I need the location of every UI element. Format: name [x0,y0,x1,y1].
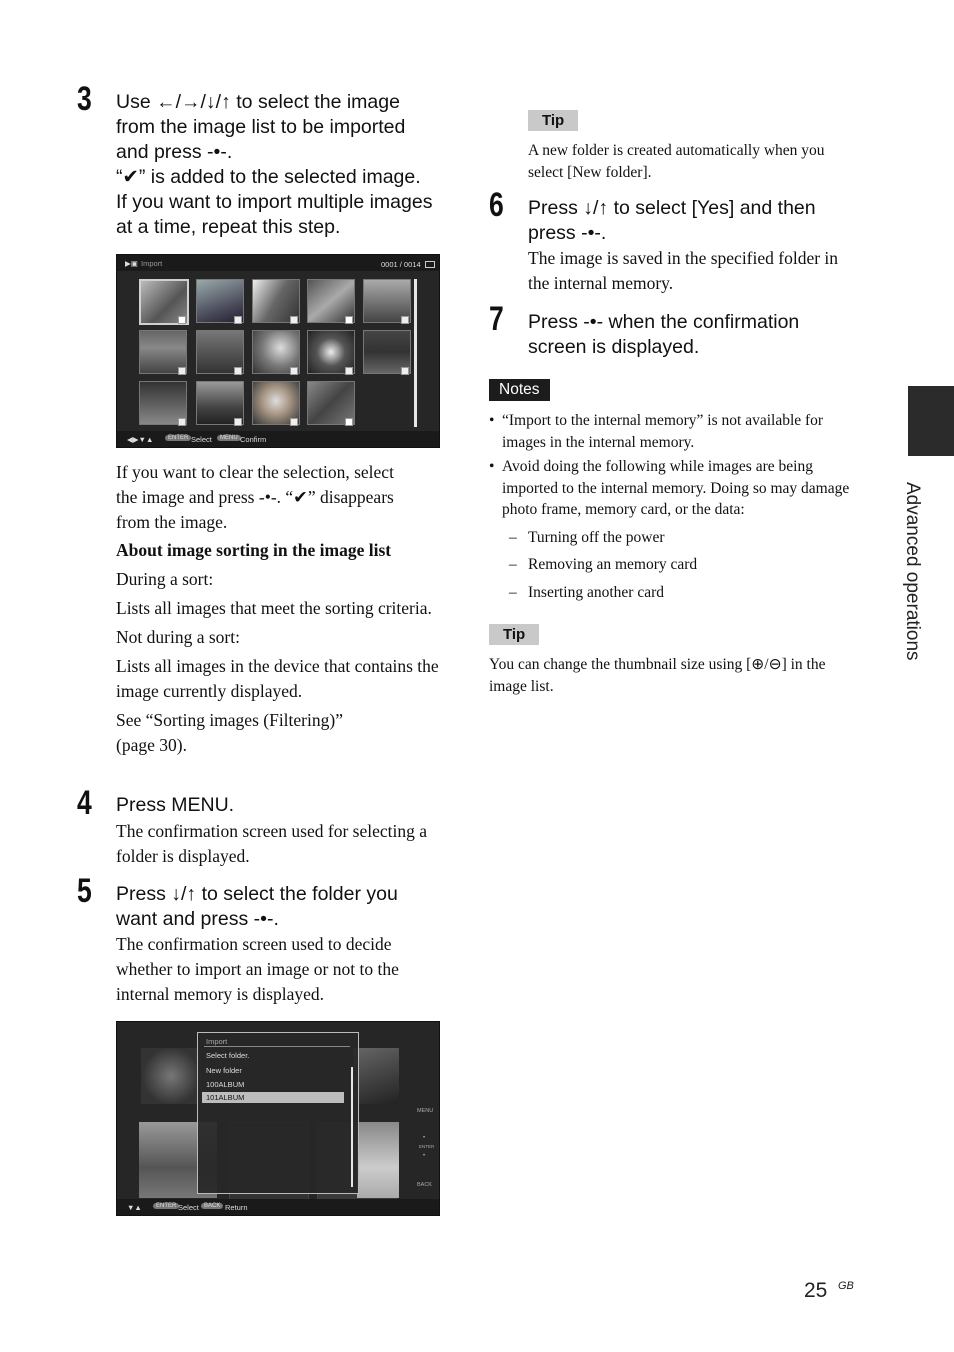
scrollbar[interactable] [414,279,417,427]
back-key-badge: BACK [201,1203,223,1209]
sort-title: About image sorting in the image list [116,540,392,560]
step-5-number: 5 [77,872,92,910]
step-7-heading [528,310,858,360]
checkbox[interactable] [234,316,242,324]
note-subitem-text: Inserting another card [528,583,664,601]
enter-key-badge: ENTER [165,435,191,441]
clear-selection-line: the image and press -•-. “✔” disappears [116,487,394,507]
tip-text: You can change the thumbnail size using [⊕/⊖] in the image list. [489,656,826,695]
import-image-list-screen [116,254,440,448]
tip-text: A new folder is created automatically when you select [New folder]. [528,142,825,181]
checkbox[interactable] [178,418,186,426]
checkbox[interactable] [290,316,298,324]
sort-lines [116,567,446,758]
note-subitem-text: Removing an memory card [528,556,698,573]
step-7-line: screen is displayed. [528,336,700,358]
side-enter-label: ENTER [419,1144,435,1149]
step-7-number: 7 [489,300,504,338]
step-3-number: 3 [77,80,92,118]
note-item-text: Avoid doing the following while images are being imported to the internal memory. Doing so may damage photo frame, memory card, or the data: [502,458,850,518]
folder-option-100album[interactable]: 100ALBUM [206,1080,245,1089]
section-tab [908,386,954,456]
checkbox[interactable] [178,367,186,375]
step-4-body: The confirmation screen used for selecting a folder is displayed. [116,821,427,866]
footer-confirm-label: Confirm [240,435,267,444]
checkmark-icon [178,316,186,324]
bullet-icon: • [489,412,495,429]
step-6-number: 6 [489,186,504,224]
tip-label: Tip [528,110,578,131]
step-3-line: and press -•-. [116,141,233,163]
sort-line: During a sort: [116,569,214,589]
step-3-line: from the image list to be imported [116,116,406,138]
footer-return-label: Return [225,1203,248,1212]
scrollbar[interactable] [351,1067,353,1187]
step-6-line: Press ↓/↑ to select [Yes] and then [528,197,816,219]
checkmark-icon [345,316,353,324]
folder-option-new[interactable]: New folder [206,1066,242,1075]
notes-list [489,410,859,603]
menu-key-badge: MENU [217,435,241,441]
step-6-heading [528,196,858,246]
image-counter: 0001 / 0014 [381,260,421,269]
checkbox[interactable] [234,367,242,375]
step-3-line: Use ←/→/↓/↑ to select the image [116,91,400,113]
sort-line: Not during a sort: [116,627,240,647]
clear-selection-line: from the image. [116,512,228,532]
folder-option-101album[interactable]: 101ALBUM [202,1092,344,1103]
step-7-line: Press -•- when the confirmation [528,311,800,333]
checkbox[interactable] [401,367,409,375]
dialog-title: Import [206,1037,228,1046]
step-6-body: The image is saved in the specified folder in the internal memory. [528,248,839,293]
step-5-heading [116,882,456,932]
step-3-line: If you want to import multiple images [116,191,433,213]
section-label: Advanced operations [902,482,923,661]
note-subitem [509,527,859,549]
select-folder-screen [116,1021,440,1216]
step-3-line: at a time, repeat this step. [116,216,341,238]
step-3-heading [116,90,461,240]
page-suffix: GB [838,1280,854,1292]
sort-line: Lists all images that meet the sorting criteria. [116,598,432,618]
side-menu-label: MENU [417,1108,434,1114]
step-5-line: Press ↓/↑ to select the folder you [116,883,398,905]
bullet-icon: • [489,458,495,475]
checkbox[interactable] [234,418,242,426]
step-4-number: 4 [77,784,92,822]
step-5-line: want and press -•-. [116,908,279,930]
step-3-line: “✔” is added to the selected image. [116,166,421,188]
sort-line: See “Sorting images (Filtering)” (page 30). [116,710,343,755]
sort-line: Lists all images in the device that contains the image currently displayed. [116,656,439,701]
screen-title: Import [141,259,163,268]
up-down-arrows-icon: ▼▲ [127,1203,142,1212]
dash-icon: – [509,583,517,601]
select-folder-prompt: Select folder. [206,1051,250,1060]
nav-arrows-icon: ◀▶▼▲ [127,435,154,444]
page-number: 25 [804,1279,828,1302]
checkbox[interactable] [290,418,298,426]
checkbox[interactable] [290,367,298,375]
down-arrow-icon: • [423,1153,426,1159]
note-subitems [489,527,859,604]
note-item-text: “Import to the internal memory” is not available for images in the internal memory. [502,412,824,451]
clear-selection-text [116,460,446,535]
dash-icon: – [509,528,517,546]
dash-icon: – [509,556,517,573]
import-icon: ▶▣ [125,259,138,268]
memory-card-icon [425,261,435,268]
clear-selection-line: If you want to clear the selection, select [116,462,394,482]
footer-select-label: Select [178,1203,199,1212]
checkmark-icon [345,418,353,426]
note-subitem [509,554,859,576]
checkbox[interactable] [345,367,353,375]
up-arrow-icon: • [423,1135,426,1141]
note-subitem-text: Turning off the power [528,528,665,546]
note-item [489,456,859,521]
folder-dialog [197,1032,359,1194]
checkbox[interactable] [401,316,409,324]
tip-label: Tip [489,624,539,645]
note-subitem [509,582,859,604]
note-item [489,410,859,453]
side-back-label: BACK [417,1182,432,1188]
enter-key-badge: ENTER [153,1203,179,1209]
step-4-heading: Press MENU. [116,794,235,816]
footer-select-label: Select [191,435,212,444]
step-5-body: The confirmation screen used to decide whether to import an image or not to the internal memory is displayed. [116,934,399,1004]
step-6-line: press -•-. [528,222,607,244]
notes-label: Notes [489,379,550,401]
